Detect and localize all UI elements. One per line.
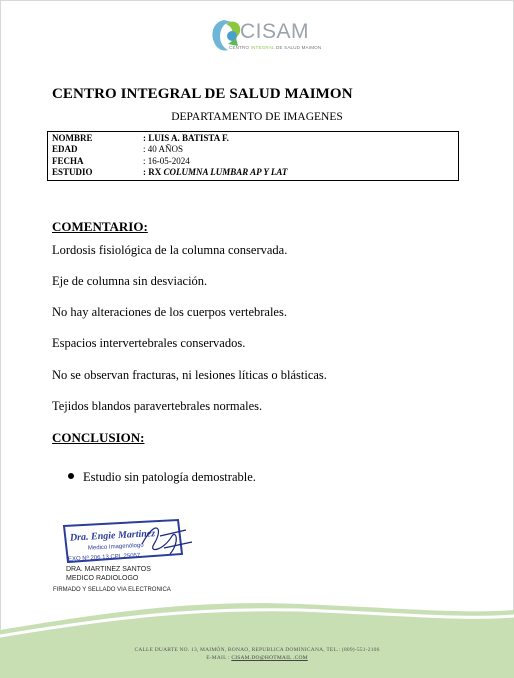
email-link[interactable]: CISAM.DO@HOTMAIL .COM (231, 655, 308, 661)
comentario-heading: COMENTARIO: (52, 219, 148, 234)
signature-scribble-icon (142, 528, 192, 554)
comentario-line: Espacios intervertebrales conservados. (52, 336, 246, 350)
conclusion-heading: CONCLUSION: (52, 430, 145, 445)
bullet-icon (68, 473, 74, 479)
info-row-nombre: NOMBRE : LUIS A. BATISTA F. (52, 133, 229, 143)
footer-address: CALLE DUARTE NO. 13, MAIMÓN, BONAO, REPUBLICA DOMINICANA, TEL.: (809)-551-2106 (134, 647, 380, 653)
stamp-exeq: EXQ Nº 206 13 CPL 25057 (67, 552, 141, 563)
department-title: DEPARTAMENTO DE IMAGENES (171, 111, 343, 123)
page-title: CENTRO INTEGRAL DE SALUD MAIMON (52, 86, 353, 102)
comentario-line: Lordosis fisiológica de la columna conservada. (52, 243, 288, 257)
info-row-edad: EDAD : 40 AÑOS (52, 144, 184, 154)
info-row-estudio: ESTUDIO : RX COLUMNA LUMBAR AP Y LAT (52, 167, 288, 177)
comentario-line: Tejidos blandos paravertebrales normales. (52, 399, 263, 413)
footer-email: E-MAIL : CISAM.DO@HOTMAIL .COM (206, 655, 308, 661)
stamp-role: Medico Imagenólogo (87, 542, 144, 552)
signature-stamp (60, 514, 200, 566)
signer-name: DRA. MARTINEZ SANTOS MEDICO RADIOLOGO (66, 566, 151, 582)
logo-brand: CISAM (240, 20, 310, 43)
patient-info-box (47, 131, 459, 181)
logo-subtitle: CENTRO INTEGRAL DE SALUD MAIMON (229, 45, 322, 50)
signature-note: FIRMADO Y SELLADO VIA ELECTRONICA (53, 587, 171, 593)
conclusion-item: Estudio sin patología demostrable. (83, 470, 256, 484)
comentario-line: Eje de columna sin desviación. (52, 274, 208, 288)
comentario-line: No se observan fracturas, ni lesiones líticas o blásticas. (52, 368, 327, 382)
stamp-name: Dra. Engie Martinez (69, 528, 156, 544)
comentario-line: No hay alteraciones de los cuerpos vertebrales. (52, 305, 287, 319)
footer-wave (0, 600, 514, 678)
info-row-fecha: FECHA : 16-05-2024 (52, 156, 190, 166)
